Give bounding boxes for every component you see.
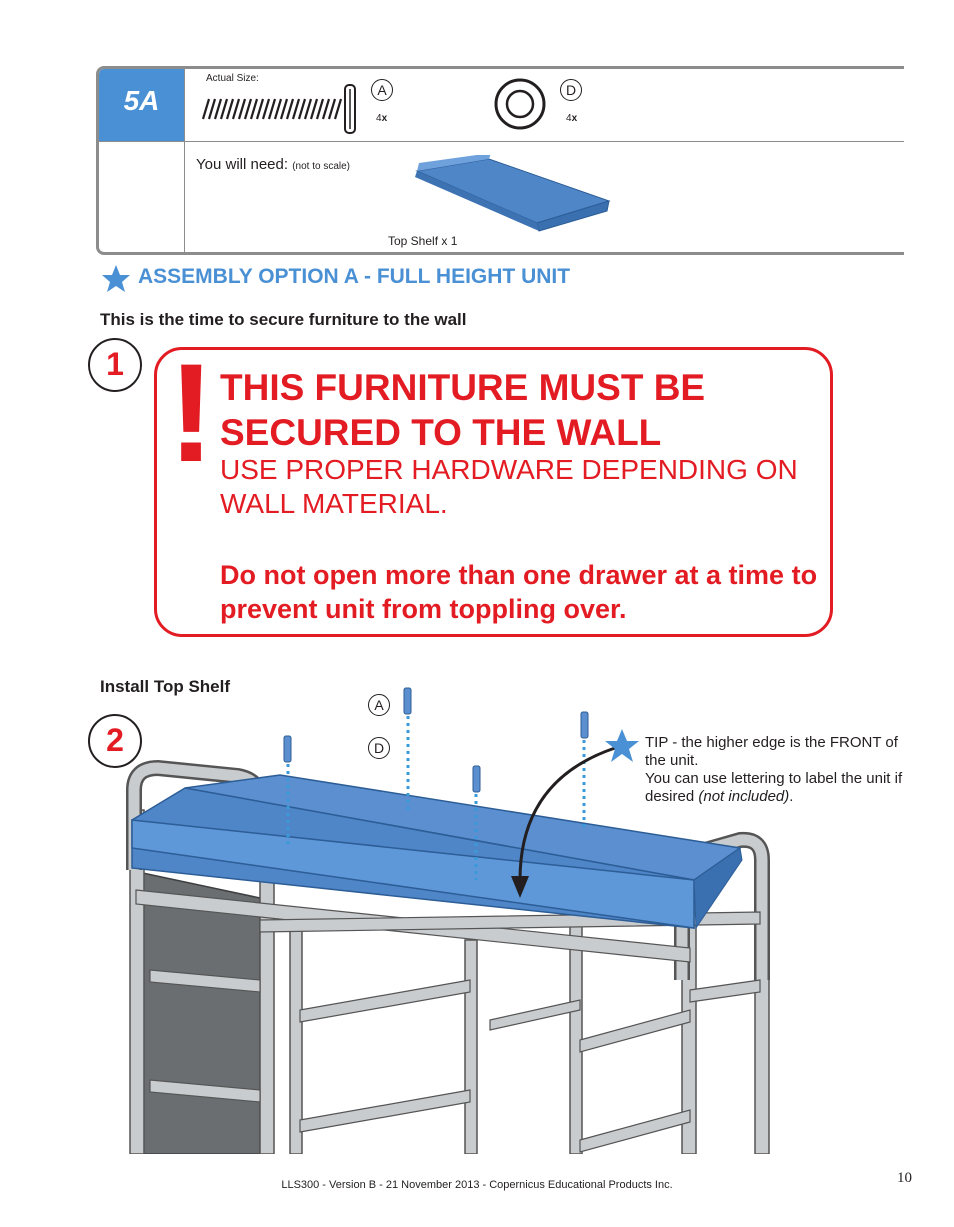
actual-size-label: Actual Size:: [206, 73, 259, 84]
footer-text: LLS300 - Version B - 21 November 2013 - Copernicus Educational Products Inc.: [281, 1179, 673, 1191]
hardware-d-qty: 4x: [566, 113, 578, 124]
washer-icon: [493, 77, 547, 131]
step-number-1: 1: [88, 338, 142, 392]
hardware-a-qty: 4x: [376, 113, 388, 124]
step2-title: Install Top Shelf: [100, 677, 231, 696]
warning-title: THIS FURNITURE MUST BE SECURED TO THE WALL: [220, 367, 706, 453]
divider: [99, 141, 904, 142]
you-will-need-label: You will need: (not to scale): [196, 156, 350, 173]
warning-subtitle: USE PROPER HARDWARE DEPENDING ON WALL MATERIAL.: [220, 454, 798, 519]
warning-note: Do not open more than one drawer at a time to prevent unit from toppling over.: [220, 560, 818, 624]
tip-star-icon: [604, 728, 640, 764]
tip-text: TIP - the higher edge is the FRONT of the unit. You can use lettering to label the unit if desired (not included).: [645, 734, 903, 805]
step-number-2: 2: [88, 714, 142, 768]
divider: [184, 69, 185, 255]
step-header-box: [96, 66, 904, 255]
screw-icon: [199, 77, 364, 135]
section-title: ASSEMBLY OPTION A - FULL HEIGHT UNIT: [138, 265, 571, 288]
warning-icon: !: [168, 334, 215, 491]
hardware-d-badge: D: [560, 79, 582, 101]
section-subtitle: This is the time to secure furniture to the wall: [100, 310, 467, 329]
star-icon: [101, 264, 131, 294]
callout-d-badge: D: [368, 737, 390, 759]
page-number: 10: [897, 1170, 912, 1186]
callout-a-badge: A: [368, 694, 390, 716]
part-caption: Top Shelf x 1: [388, 234, 458, 248]
step-id: 5A: [123, 85, 160, 116]
hardware-a-badge: A: [371, 79, 393, 101]
top-shelf-illustration: [409, 155, 614, 235]
